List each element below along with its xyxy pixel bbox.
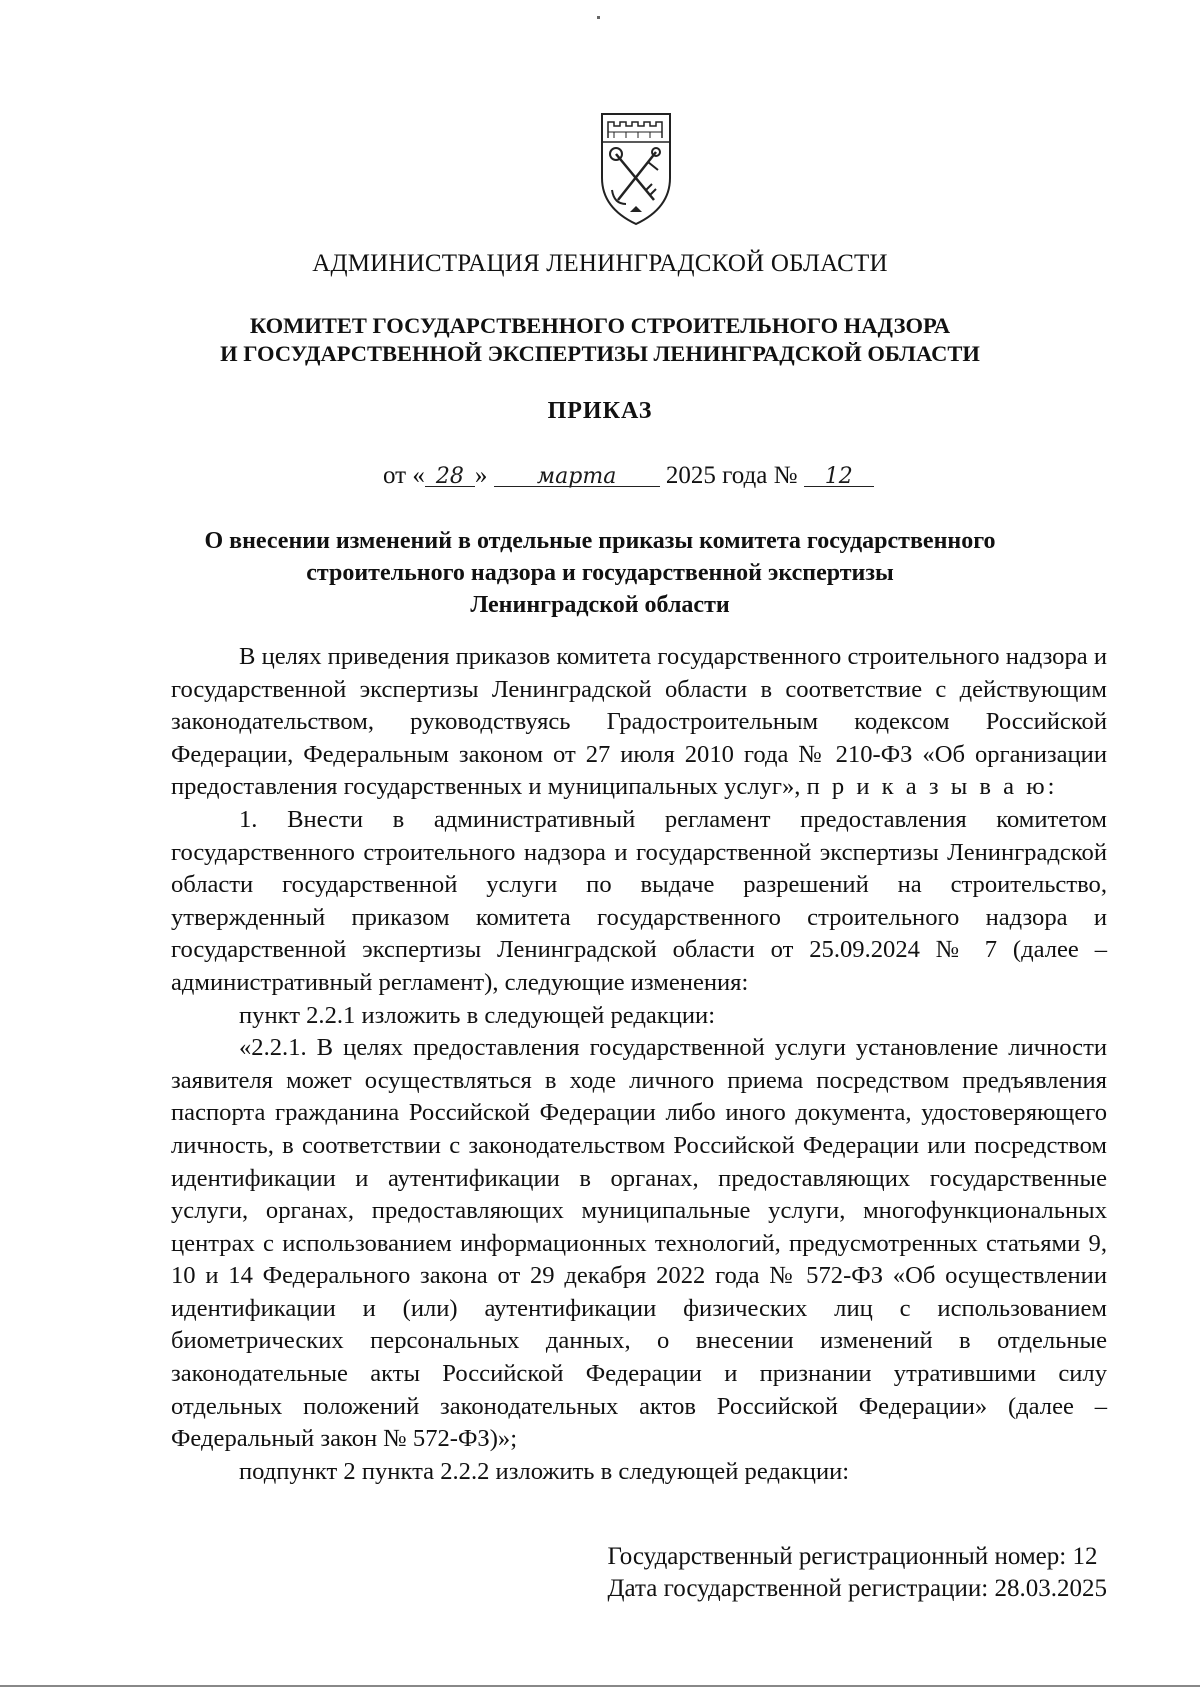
registration-number: Государственный регистрационный номер: 12: [607, 1543, 1098, 1570]
order-subject: [0, 525, 1200, 621]
subject-line3: Ленинградской области: [470, 592, 730, 618]
clause-2-2-1-text: «2.2.1. В целях предоставления государственной услуги установление личности заявителя может осуществляться в ходе личного приема посредством предъявления паспорта гражданина Российской Федерации либо иного документа, удостоверяющего личность, в соответствии с законодательством Российской Федерации или посредством идентификации и аутентификации в органах, предоставляющих государственные услуги, органах, предоставляющих муниципальные услуги, многофункциональных центрах с использованием информационных технологий, предусмотренных статьями 9, 10 и 14 Федерального закона от 29 декабря 2022 года № 572-ФЗ «Об осуществлении идентификации и (или) аутентификации физических лиц с использованием биометрических персональных данных, о внесении изменений в отдельные законодательные акты Российской Федерации и признании утратившими силу отдельных положений законодательных актов Российской Федерации» (далее – Федеральный закон № 572-ФЗ)»;: [171, 1034, 1107, 1453]
date-prefix: от «: [383, 462, 425, 489]
order-date-line: [383, 462, 874, 490]
committee-title: [0, 312, 1200, 368]
page-bottom-edge: [0, 1685, 1200, 1687]
registration-date: Дата государственной регистрации: 28.03.2025: [607, 1575, 1107, 1602]
committee-title-line2: И ГОСУДАРСТВЕННОЙ ЭКСПЕРТИЗЫ ЛЕНИНГРАДСКОЙ ОБЛАСТИ: [220, 341, 980, 366]
coat-of-arms-icon: [596, 108, 676, 228]
date-mid: »: [474, 462, 488, 489]
clause-2-2-1-intro: пункт 2.2.1 изложить в следующей редакции:: [239, 1001, 716, 1029]
clause-2-2-2-intro: подпункт 2 пункта 2.2.2 изложить в следующей редакции:: [239, 1457, 850, 1485]
administration-title: АДМИНИСТРАЦИЯ ЛЕНИНГРАДСКОЙ ОБЛАСТИ: [312, 250, 888, 277]
order-body: [171, 641, 1107, 1488]
document-type: ПРИКАЗ: [547, 398, 653, 424]
handwritten-order-number: 12: [804, 464, 874, 489]
committee-title-line1: КОМИТЕТ ГОСУДАРСТВЕННОГО СТРОИТЕЛЬНОГО НАДЗОРА: [249, 313, 951, 338]
scan-mark: [597, 16, 600, 19]
item-1-paragraph: 1. Внести в административный регламент предоставления комитетом государственного строительного надзора и государственной экспертизы Ленинградской области государственной услуги по выдаче разрешений на строительство, утвержденный приказом комитета государственного строительного надзора и государственной экспертизы Ленинградской области от 25.09.2024 № 7 (далее – административный регламент), следующие изменения:: [171, 805, 1107, 996]
subject-line1: О внесении изменений в отдельные приказы комитета государственного: [204, 528, 996, 554]
preamble-text: В целях приведения приказов комитета государственного строительного надзора и государственной экспертизы Ленинградской области в соответствие с действующим законодательством, руководствуясь Градостроительным кодексом Российской Федерации, Федеральным законом от 27 июля 2010 года № 210-ФЗ «Об организации предоставления государственных и муниципальных услуг»,: [171, 643, 1107, 801]
date-year: 2025 года №: [665, 462, 798, 489]
subject-line2: строительного надзора и государственной экспертизы: [306, 560, 894, 586]
handwritten-month: марта: [494, 464, 660, 489]
preamble-paragraph: [171, 641, 1107, 804]
order-verb: п р и к а з ы в а ю:: [806, 773, 1058, 801]
handwritten-day: 28: [425, 464, 475, 489]
registration-stamp: [608, 1541, 1108, 1605]
